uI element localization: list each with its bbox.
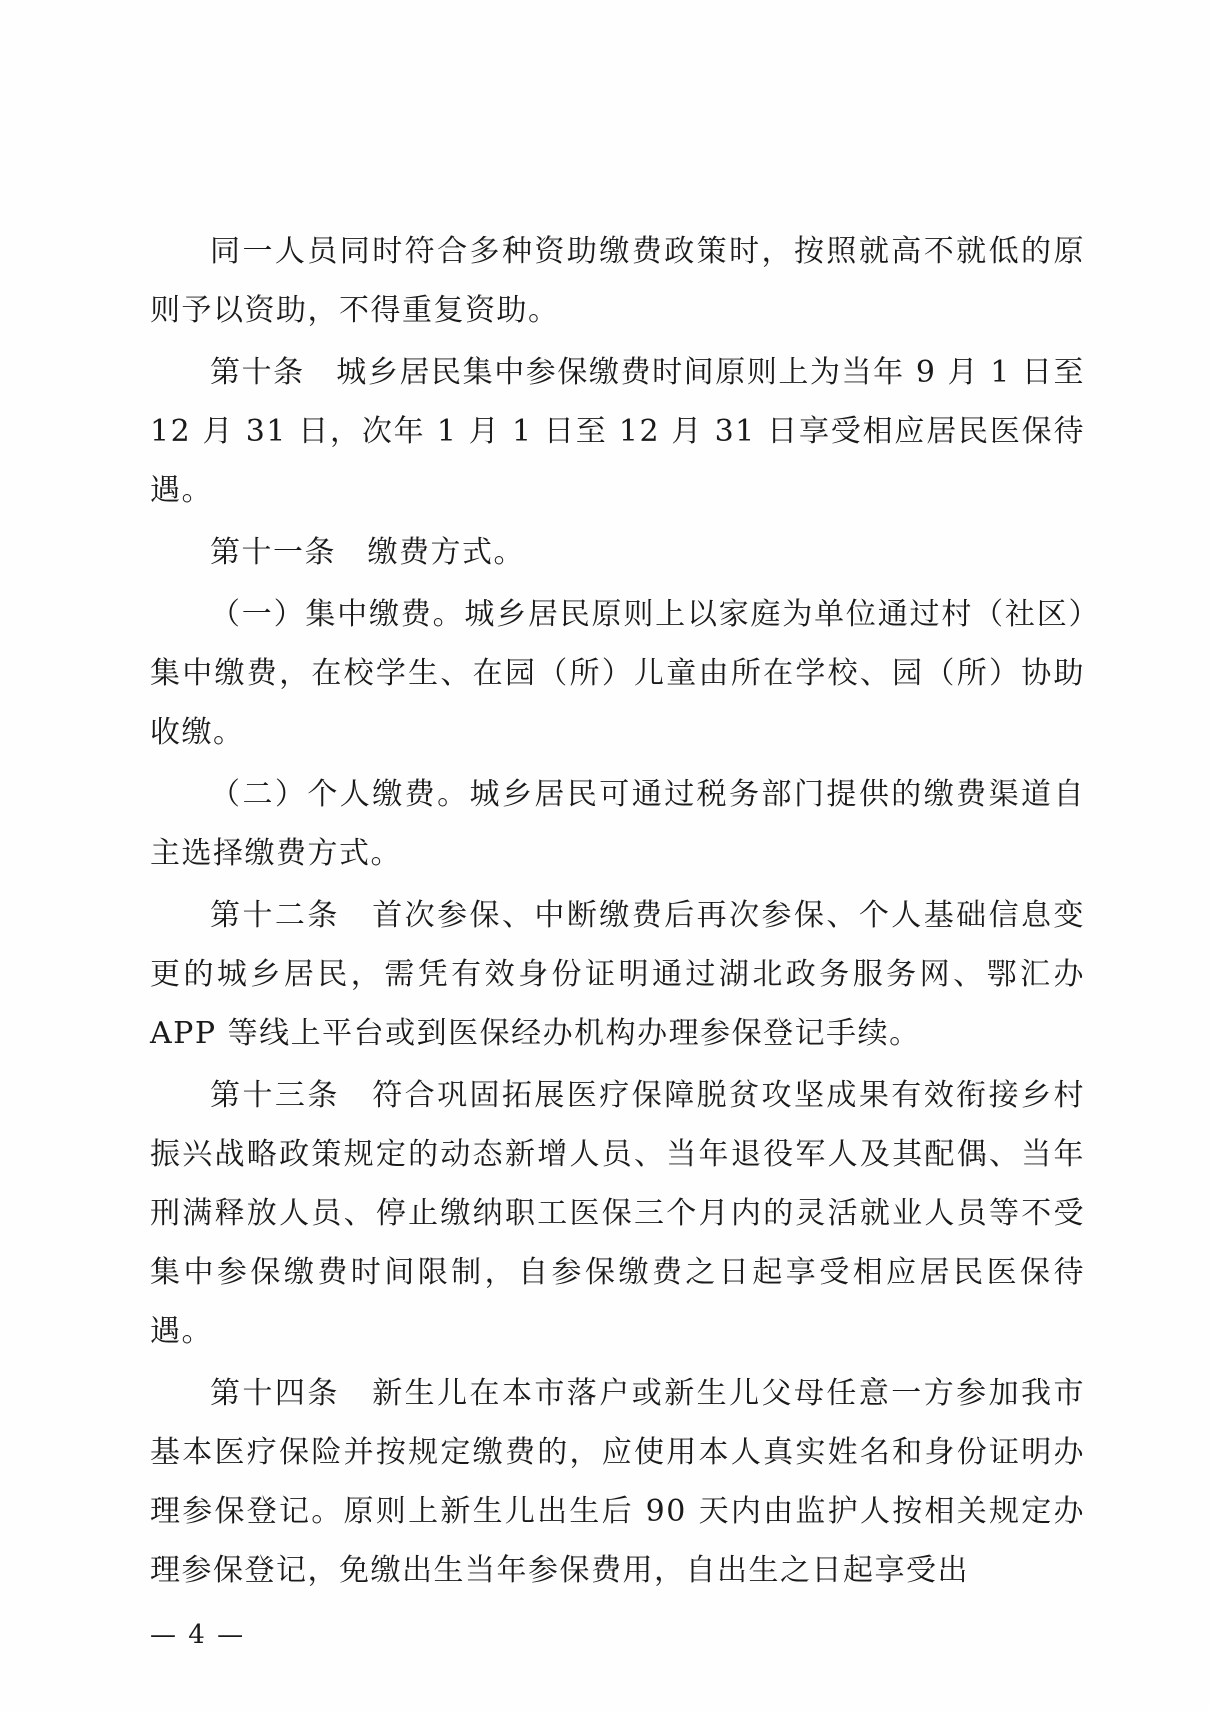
paragraph-5: （二）个人缴费。城乡居民可通过税务部门提供的缴费渠道自主选择缴费方式。 — [150, 777, 1085, 871]
page-number: — 4 — — [150, 1620, 246, 1650]
paragraph-6: 第十二条 首次参保、中断缴费后再次参保、个人基础信息变更的城乡居民，需凭有效身份证明通过湖北政务服务网、鄂汇办 APP 等线上平台或到医保经办机构办理参保登记手续。 — [150, 898, 1085, 1051]
paragraph-2: 第十条 城乡居民集中参保缴费时间原则上为当年 9 月 1 日至 12 月 31 日，次年 1 月 1 日至 12 月 31 日享受相应居民医保待遇。 — [150, 355, 1085, 508]
paragraph-7: 第十三条 符合巩固拓展医疗保障脱贫攻坚成果有效衔接乡村振兴战略政策规定的动态新增人员、当年退役军人及其配偶、当年刑满释放人员、停止缴纳职工医保三个月内的灵活就业人员等不受集中参保缴费时间限制，自参保缴费之日起享受相应居民医保待遇。 — [150, 1078, 1085, 1349]
document-body — [150, 222, 1085, 1603]
paragraph-4: （一）集中缴费。城乡居民原则上以家庭为单位通过村（社区）集中缴费，在校学生、在园（所）儿童由所在学校、园（所）协助收缴。 — [150, 597, 1085, 750]
paragraph-1: 同一人员同时符合多种资助缴费政策时，按照就高不就低的原则予以资助，不得重复资助。 — [150, 234, 1085, 328]
paragraph-3: 第十一条 缴费方式。 — [210, 535, 525, 570]
paragraph-8: 第十四条 新生儿在本市落户或新生儿父母任意一方参加我市基本医疗保险并按规定缴费的，应使用本人真实姓名和身份证明办理参保登记。原则上新生儿出生后 90 天内由监护人按相关规定办理参保登记，免缴出生当年参保费用，自出生之日起享受出 — [150, 1376, 1085, 1588]
